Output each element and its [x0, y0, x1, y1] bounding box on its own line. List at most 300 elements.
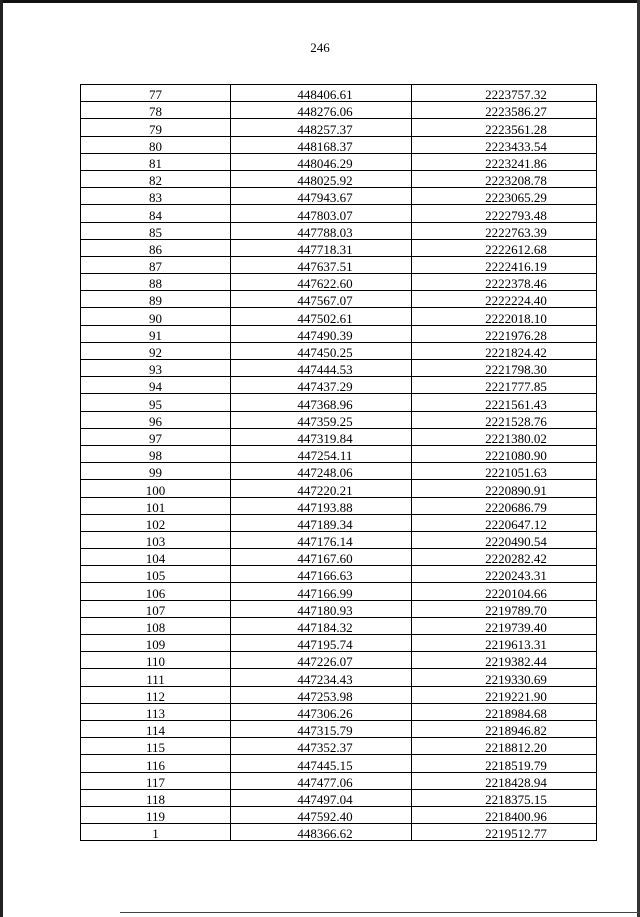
y-coordinate-cell [412, 755, 597, 772]
x-coordinate-text: 447189.34 [297, 516, 353, 532]
x-coordinate-cell [231, 360, 412, 377]
table-row [81, 480, 597, 497]
table-row [81, 85, 597, 102]
y-coordinate-cell [412, 738, 597, 755]
point-number-cell [81, 153, 231, 170]
point-number-cell [81, 755, 231, 772]
point-number-cell [81, 463, 231, 480]
x-coordinate-cell [231, 703, 412, 720]
y-coordinate-text: 2222763.39 [485, 224, 547, 240]
coordinates-table-body [81, 85, 597, 841]
point-number-cell [81, 566, 231, 583]
point-number-cell [81, 669, 231, 686]
y-coordinate-cell [412, 703, 597, 720]
point-number-cell [81, 308, 231, 325]
x-coordinate-cell [231, 102, 412, 119]
point-number-text: 80 [149, 138, 162, 154]
x-coordinate-cell [231, 755, 412, 772]
point-number-cell [81, 102, 231, 119]
y-coordinate-text: 2218984.68 [485, 705, 547, 721]
x-coordinate-cell [231, 274, 412, 291]
y-coordinate-cell [412, 549, 597, 566]
table-row [81, 566, 597, 583]
x-coordinate-cell [231, 428, 412, 445]
point-number-text: 100 [145, 482, 166, 498]
point-number-text: 110 [145, 654, 166, 670]
point-number-text: 91 [149, 327, 162, 343]
y-coordinate-text: 2220490.54 [485, 534, 547, 550]
x-coordinate-text: 447220.21 [297, 482, 353, 498]
y-coordinate-text: 2221777.85 [485, 379, 547, 395]
x-coordinate-cell [231, 497, 412, 514]
y-coordinate-text: 2223433.54 [485, 138, 547, 154]
x-coordinate-text: 447592.40 [297, 809, 353, 825]
y-coordinate-text: 2218428.94 [485, 774, 547, 790]
x-coordinate-text: 447352.37 [297, 740, 353, 756]
y-coordinate-cell [412, 480, 597, 497]
x-coordinate-cell [231, 188, 412, 205]
y-coordinate-text: 2222018.10 [485, 310, 547, 326]
table-row [81, 205, 597, 222]
y-coordinate-cell [412, 239, 597, 256]
table-row [81, 377, 597, 394]
table-row [81, 256, 597, 273]
table-row [81, 102, 597, 119]
point-number-text: 116 [145, 757, 166, 773]
y-coordinate-cell [412, 428, 597, 445]
x-coordinate-text: 447718.31 [297, 241, 353, 257]
point-number-text: 103 [145, 534, 166, 550]
x-coordinate-text: 447253.98 [297, 688, 353, 704]
point-number-text: 102 [145, 516, 166, 532]
point-number-cell [81, 635, 231, 652]
y-coordinate-text: 2222793.48 [485, 207, 547, 223]
y-coordinate-text: 2219382.44 [485, 654, 547, 670]
y-coordinate-cell [412, 531, 597, 548]
point-number-text: 92 [149, 345, 162, 360]
point-number-cell [81, 325, 231, 342]
y-coordinate-cell [412, 256, 597, 273]
x-coordinate-cell [231, 170, 412, 187]
x-coordinate-text: 447167.60 [297, 551, 353, 567]
x-coordinate-cell [231, 342, 412, 359]
scan-edge-top [0, 0, 640, 3]
point-number-cell [81, 85, 231, 102]
x-coordinate-cell [231, 256, 412, 273]
x-coordinate-cell [231, 291, 412, 308]
y-coordinate-cell [412, 789, 597, 806]
y-coordinate-text: 2221051.63 [485, 465, 547, 481]
table-row [81, 325, 597, 342]
point-number-cell [81, 497, 231, 514]
point-number-text: 78 [149, 104, 162, 120]
y-coordinate-cell [412, 291, 597, 308]
x-coordinate-cell [231, 772, 412, 789]
point-number-text: 104 [145, 551, 166, 567]
table-row [81, 549, 597, 566]
y-coordinate-text: 2220243.31 [485, 568, 547, 584]
x-coordinate-cell [231, 85, 412, 102]
point-number-text: 109 [145, 637, 166, 653]
x-coordinate-text: 448366.62 [297, 826, 353, 842]
x-coordinate-cell [231, 583, 412, 600]
point-number-text: 77 [149, 87, 162, 103]
point-number-text: 88 [149, 276, 162, 292]
x-coordinate-text: 448406.61 [297, 87, 353, 103]
x-coordinate-text: 447637.51 [297, 259, 353, 275]
point-number-text: 118 [145, 791, 166, 807]
table-row [81, 738, 597, 755]
y-coordinate-text: 2221976.28 [485, 327, 547, 343]
point-number-cell [81, 617, 231, 634]
point-number-cell [81, 824, 231, 841]
point-number-cell [81, 394, 231, 411]
point-number-cell [81, 360, 231, 377]
y-coordinate-cell [412, 360, 597, 377]
point-number-text: 99 [149, 465, 162, 481]
y-coordinate-cell [412, 463, 597, 480]
y-coordinate-text: 2221824.42 [485, 345, 547, 360]
point-number-text: 96 [149, 413, 162, 429]
y-coordinate-cell [412, 566, 597, 583]
y-coordinate-text: 2220647.12 [485, 516, 547, 532]
y-coordinate-cell [412, 153, 597, 170]
x-coordinate-cell [231, 617, 412, 634]
y-coordinate-text: 2219330.69 [485, 671, 547, 687]
x-coordinate-text: 447437.29 [297, 379, 353, 395]
x-coordinate-text: 447195.74 [297, 637, 353, 653]
table-row [81, 291, 597, 308]
page-number: 246 [310, 40, 330, 55]
table-row [81, 463, 597, 480]
point-number-cell [81, 205, 231, 222]
x-coordinate-text: 447184.32 [297, 620, 353, 635]
y-coordinate-text: 2222416.19 [485, 259, 547, 275]
x-coordinate-cell [231, 463, 412, 480]
y-coordinate-cell [412, 720, 597, 737]
point-number-cell [81, 239, 231, 256]
point-number-text: 111 [146, 671, 165, 687]
point-number-cell [81, 686, 231, 703]
point-number-cell [81, 342, 231, 359]
y-coordinate-cell [412, 342, 597, 359]
y-coordinate-text: 2223065.29 [485, 190, 547, 206]
x-coordinate-cell [231, 824, 412, 841]
y-coordinate-cell [412, 497, 597, 514]
x-coordinate-text: 447166.99 [297, 585, 353, 601]
y-coordinate-text: 2221528.76 [485, 413, 547, 429]
table-row [81, 394, 597, 411]
x-coordinate-cell [231, 686, 412, 703]
table-row [81, 686, 597, 703]
y-coordinate-cell [412, 170, 597, 187]
x-coordinate-cell [231, 566, 412, 583]
point-number-text: 114 [145, 723, 166, 739]
y-coordinate-cell [412, 617, 597, 634]
y-coordinate-cell [412, 635, 597, 652]
x-coordinate-text: 447166.63 [297, 568, 353, 584]
x-coordinate-text: 448046.29 [297, 155, 353, 171]
x-coordinate-cell [231, 205, 412, 222]
point-number-text: 87 [149, 259, 162, 275]
x-coordinate-text: 447788.03 [297, 224, 353, 240]
y-coordinate-text: 2221561.43 [485, 396, 547, 412]
x-coordinate-text: 447444.53 [297, 362, 353, 378]
x-coordinate-text: 447319.84 [297, 430, 353, 446]
x-coordinate-cell [231, 669, 412, 686]
coordinates-table [80, 84, 597, 841]
x-coordinate-text: 447445.15 [297, 757, 353, 773]
point-number-text: 107 [145, 602, 166, 618]
table-row [81, 617, 597, 634]
point-number-cell [81, 480, 231, 497]
point-number-cell [81, 583, 231, 600]
x-coordinate-text: 447803.07 [297, 207, 353, 223]
point-number-text: 117 [145, 774, 166, 790]
y-coordinate-text: 2220282.42 [485, 551, 547, 567]
x-coordinate-text: 447234.43 [297, 671, 353, 687]
y-coordinate-cell [412, 394, 597, 411]
table-row [81, 806, 597, 823]
table-row [81, 652, 597, 669]
x-coordinate-cell [231, 720, 412, 737]
table-row [81, 308, 597, 325]
y-coordinate-text: 2222378.46 [485, 276, 547, 292]
point-number-cell [81, 549, 231, 566]
y-coordinate-text: 2219512.77 [485, 826, 547, 842]
y-coordinate-text: 2218812.20 [485, 740, 547, 756]
point-number-cell [81, 136, 231, 153]
y-coordinate-text: 2218400.96 [485, 809, 547, 825]
point-number-cell [81, 291, 231, 308]
point-number-cell [81, 514, 231, 531]
point-number-text: 115 [145, 740, 166, 756]
y-coordinate-text: 2219789.70 [485, 602, 547, 618]
y-coordinate-cell [412, 652, 597, 669]
point-number-text: 82 [149, 173, 162, 189]
table-row [81, 531, 597, 548]
table-row [81, 824, 597, 841]
point-number-text: 89 [149, 293, 162, 309]
x-coordinate-text: 447359.25 [297, 413, 353, 429]
y-coordinate-cell [412, 772, 597, 789]
y-coordinate-text: 2219221.90 [485, 688, 547, 704]
coordinates-table-wrapper [80, 84, 597, 841]
y-coordinate-cell [412, 325, 597, 342]
x-coordinate-text: 447490.39 [297, 327, 353, 343]
x-coordinate-cell [231, 222, 412, 239]
x-coordinate-cell [231, 411, 412, 428]
y-coordinate-cell [412, 136, 597, 153]
point-number-text: 93 [149, 362, 162, 378]
point-number-cell [81, 188, 231, 205]
table-row [81, 635, 597, 652]
y-coordinate-text: 2220104.66 [485, 585, 547, 601]
x-coordinate-cell [231, 738, 412, 755]
x-coordinate-cell [231, 789, 412, 806]
x-coordinate-text: 447622.60 [297, 276, 353, 292]
y-coordinate-cell [412, 274, 597, 291]
y-coordinate-text: 2223561.28 [485, 121, 547, 137]
x-coordinate-text: 447254.11 [297, 448, 353, 464]
x-coordinate-cell [231, 600, 412, 617]
table-row [81, 360, 597, 377]
point-number-text: 85 [149, 224, 162, 240]
y-coordinate-text: 2223586.27 [485, 104, 547, 120]
point-number-cell [81, 720, 231, 737]
x-coordinate-cell [231, 119, 412, 136]
x-coordinate-text: 447497.04 [297, 791, 353, 807]
x-coordinate-text: 447450.25 [297, 345, 353, 360]
point-number-text: 86 [149, 241, 162, 257]
point-number-cell [81, 738, 231, 755]
scan-edge-left [0, 0, 3, 917]
x-coordinate-text: 448257.37 [297, 121, 353, 137]
y-coordinate-cell [412, 377, 597, 394]
point-number-cell [81, 445, 231, 462]
point-number-text: 97 [149, 430, 162, 446]
x-coordinate-cell [231, 652, 412, 669]
point-number-cell [81, 428, 231, 445]
scan-edge-bottom [120, 912, 640, 913]
table-row [81, 755, 597, 772]
table-row [81, 772, 597, 789]
table-row [81, 600, 597, 617]
table-row [81, 514, 597, 531]
y-coordinate-cell [412, 308, 597, 325]
table-row [81, 119, 597, 136]
y-coordinate-cell [412, 119, 597, 136]
point-number-cell [81, 411, 231, 428]
point-number-cell [81, 652, 231, 669]
x-coordinate-text: 448168.37 [297, 138, 353, 154]
point-number-cell [81, 274, 231, 291]
table-row [81, 188, 597, 205]
x-coordinate-text: 447176.14 [297, 534, 353, 550]
x-coordinate-cell [231, 239, 412, 256]
point-number-text: 112 [145, 688, 166, 704]
y-coordinate-cell [412, 600, 597, 617]
x-coordinate-text: 447502.61 [297, 310, 353, 326]
y-coordinate-text: 2221080.90 [485, 448, 547, 464]
y-coordinate-cell [412, 824, 597, 841]
x-coordinate-cell [231, 806, 412, 823]
y-coordinate-text: 2219739.40 [485, 620, 547, 635]
x-coordinate-text: 447477.06 [297, 774, 353, 790]
x-coordinate-text: 447943.67 [297, 190, 353, 206]
table-row [81, 153, 597, 170]
point-number-text: 83 [149, 190, 162, 206]
point-number-cell [81, 772, 231, 789]
x-coordinate-cell [231, 445, 412, 462]
y-coordinate-text: 2223757.32 [485, 87, 547, 103]
point-number-cell [81, 789, 231, 806]
table-row [81, 170, 597, 187]
point-number-cell [81, 703, 231, 720]
y-coordinate-text: 2223208.78 [485, 173, 547, 189]
x-coordinate-text: 447248.06 [297, 465, 353, 481]
x-coordinate-cell [231, 153, 412, 170]
y-coordinate-cell [412, 222, 597, 239]
point-number-text: 113 [145, 705, 166, 721]
x-coordinate-cell [231, 480, 412, 497]
point-number-text: 1 [152, 826, 159, 842]
point-number-cell [81, 531, 231, 548]
y-coordinate-cell [412, 514, 597, 531]
x-coordinate-cell [231, 531, 412, 548]
y-coordinate-cell [412, 102, 597, 119]
y-coordinate-text: 2220686.79 [485, 499, 547, 515]
point-number-cell [81, 806, 231, 823]
x-coordinate-cell [231, 377, 412, 394]
x-coordinate-cell [231, 514, 412, 531]
point-number-cell [81, 600, 231, 617]
table-row [81, 136, 597, 153]
table-row [81, 583, 597, 600]
x-coordinate-cell [231, 308, 412, 325]
point-number-cell [81, 377, 231, 394]
y-coordinate-text: 2221380.02 [485, 430, 547, 446]
point-number-text: 90 [149, 310, 162, 326]
y-coordinate-text: 2222224.40 [485, 293, 547, 309]
x-coordinate-text: 447180.93 [297, 602, 353, 618]
y-coordinate-text: 2223241.86 [485, 155, 547, 171]
table-row [81, 428, 597, 445]
x-coordinate-text: 447315.79 [297, 723, 353, 739]
point-number-text: 98 [149, 448, 162, 464]
point-number-cell [81, 222, 231, 239]
point-number-text: 81 [149, 155, 162, 171]
point-number-text: 95 [149, 396, 162, 412]
y-coordinate-cell [412, 188, 597, 205]
point-number-text: 79 [149, 121, 162, 137]
x-coordinate-cell [231, 394, 412, 411]
y-coordinate-text: 2219613.31 [485, 637, 547, 653]
y-coordinate-text: 2220890.91 [485, 482, 547, 498]
point-number-text: 84 [149, 207, 162, 223]
table-row [81, 703, 597, 720]
x-coordinate-cell [231, 136, 412, 153]
table-row [81, 274, 597, 291]
y-coordinate-cell [412, 806, 597, 823]
y-coordinate-cell [412, 205, 597, 222]
y-coordinate-cell [412, 85, 597, 102]
table-row [81, 669, 597, 686]
table-row [81, 720, 597, 737]
x-coordinate-text: 448025.92 [297, 173, 353, 189]
y-coordinate-text: 2222612.68 [485, 241, 547, 257]
x-coordinate-text: 447226.07 [297, 654, 353, 670]
x-coordinate-cell [231, 325, 412, 342]
point-number-text: 108 [145, 620, 166, 635]
table-row [81, 497, 597, 514]
x-coordinate-cell [231, 549, 412, 566]
table-row [81, 239, 597, 256]
table-row [81, 789, 597, 806]
y-coordinate-text: 2218375.15 [485, 791, 547, 807]
y-coordinate-text: 2218946.82 [485, 723, 547, 739]
table-row [81, 342, 597, 359]
point-number-cell [81, 119, 231, 136]
x-coordinate-text: 447368.96 [297, 396, 353, 412]
point-number-text: 105 [145, 568, 166, 584]
x-coordinate-text: 448276.06 [297, 104, 353, 120]
point-number-text: 106 [145, 585, 166, 601]
point-number-text: 94 [149, 379, 162, 395]
x-coordinate-text: 447306.26 [297, 705, 353, 721]
y-coordinate-text: 2221798.30 [485, 362, 547, 378]
y-coordinate-cell [412, 411, 597, 428]
